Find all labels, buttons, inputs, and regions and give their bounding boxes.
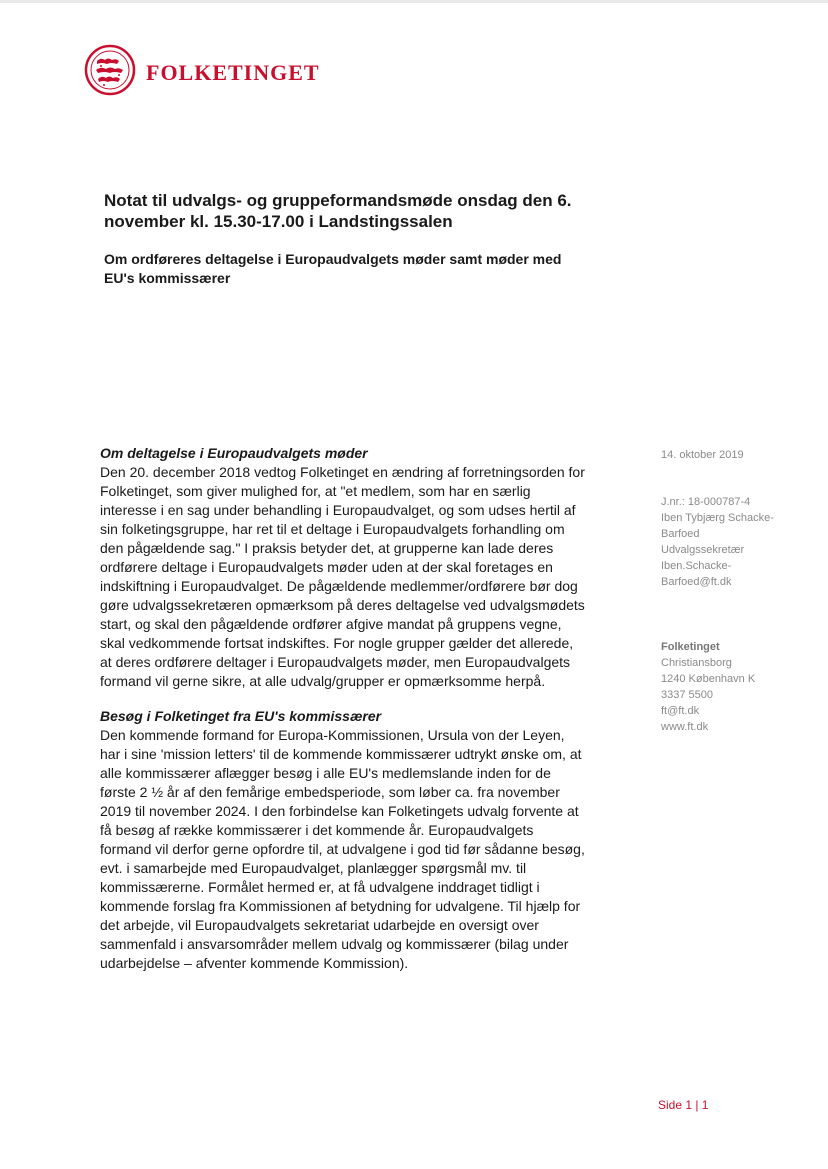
body-line: at deres ordførere deltager i Europaudvalgets møder, men Europaudvalgets — [100, 654, 571, 670]
document-date: 14. oktober 2019 — [661, 449, 744, 461]
body-line: formand vil gerne sikre, at alle udvalg/grupper er opmærksomme herpå. — [100, 673, 546, 689]
org-address: Christiansborg — [661, 657, 732, 669]
case-number: J.nr.: 18-000787-4 — [661, 496, 751, 508]
contact-block — [661, 494, 801, 590]
body-line: kommende forslag fra Kommissionen af betydning for udvalgene. Til hjælp for — [100, 898, 581, 914]
body-line: alle kommissærer aflægger besøg i alle EU's medlemslande inden for de — [100, 765, 551, 781]
document-title: Notat til udvalgs- og gruppeformandsmøde onsdag den 6. november kl. 15.30-17.00 i Landstingssalen — [104, 191, 572, 231]
organization-block — [661, 639, 801, 735]
lions-seal-icon — [84, 44, 136, 101]
body-line: Den kommende formand for Europa-Kommissionen, Ursula von der Leyen, — [100, 727, 565, 743]
document-subtitle: Om ordføreres deltagelse i Europaudvalgets møder samt møder med EU's kommissærer — [104, 251, 562, 286]
body-line: Folketinget, som giver mulighed for, at "et medlem, som har en særlig — [100, 483, 531, 499]
body-line: udarbejdelse – afventer kommende Kommission). — [100, 955, 409, 971]
org-address: 1240 København K — [661, 673, 756, 685]
contact-name: Barfoed — [661, 528, 700, 540]
org-phone: 3337 5500 — [661, 689, 713, 701]
body-line: start, og skal den pågældende ordfører afgive mandat på gruppens vegne, — [100, 616, 562, 632]
org-email: ft@ft.dk — [661, 705, 700, 717]
contact-email: Barfoed@ft.dk — [661, 576, 732, 588]
logo-wordmark: FOLKETINGET — [146, 59, 320, 85]
body-line: interesse i en sag under behandling i Europaudvalget, og som udses hertil af — [100, 502, 576, 518]
org-name: Folketinget — [661, 641, 720, 653]
body-line: første 2 ½ år af den femårige embedsperiode, som løber ca. fra november — [100, 784, 560, 800]
body-line: sin folketingsgruppe, har ret til et deltage i Europaudvalgets forhandling om — [100, 521, 565, 537]
body-line: ordførere deltage i Europaudvalgets møder uden at der skal foretages en — [100, 559, 553, 575]
body-line: kommissærerne. Formålet hermed er, at få udvalgene inddraget tidligt i — [100, 879, 540, 895]
section-heading: Besøg i Folketinget fra EU's kommissærer — [100, 708, 382, 724]
contact-email: Iben.Schacke- — [661, 560, 732, 572]
body-line: 2019 til november 2024. I den forbindelse kan Folketingets udvalg forvente at — [100, 803, 579, 819]
body-line: evt. i samarbejde med Europaudvalget, planlægger spørgsmål mv. til — [100, 860, 527, 876]
contact-name: Iben Tybjærg Schacke- — [661, 512, 774, 524]
body-line: få besøg af række kommissærer i det kommende år. Europaudvalgets — [100, 822, 534, 838]
scan-top-edge — [0, 0, 828, 3]
body-line: gøre udvalgssekretæren opmærksom på deres deltagelse ved udvalgsmødets — [100, 597, 585, 613]
body-line: skal vedkommende fortsat indskiftes. For nogle grupper gælder det allerede, — [100, 635, 574, 651]
section-commissioner-visits — [100, 707, 592, 973]
body-line: Den 20. december 2018 vedtog Folketinget en ændring af forretningsorden for — [100, 464, 585, 480]
org-website: www.ft.dk — [661, 721, 709, 733]
section-participation — [100, 444, 592, 691]
body-line: sammenfald i ansvarsområder mellem udvalg og kommissærer (bilag under — [100, 936, 569, 952]
page-number: Side 1 | 1 — [658, 1098, 709, 1112]
body-line: formand vil derfor gerne opfordre til, at udvalgene i god tid før sådanne besøg, — [100, 841, 585, 857]
body-line: den pågældende sag." I praksis betyder det, at grupperne kan lade deres — [100, 540, 554, 556]
body-line: indskiftning i Europaudvalget. De pågældende medlemmer/ordførere bør dog — [100, 578, 578, 594]
body-line: det arbejde, vil Europaudvalgets sekretariat udarbejde en oversigt over — [100, 917, 539, 933]
body-line: har i sine 'mission letters' til de kommende kommissærer udtrykt ønske om, at — [100, 746, 582, 762]
section-heading: Om deltagelse i Europaudvalgets møder — [100, 445, 368, 461]
contact-title: Udvalgssekretær — [661, 544, 745, 556]
document-body — [100, 444, 592, 989]
folketinget-logo — [84, 44, 320, 101]
